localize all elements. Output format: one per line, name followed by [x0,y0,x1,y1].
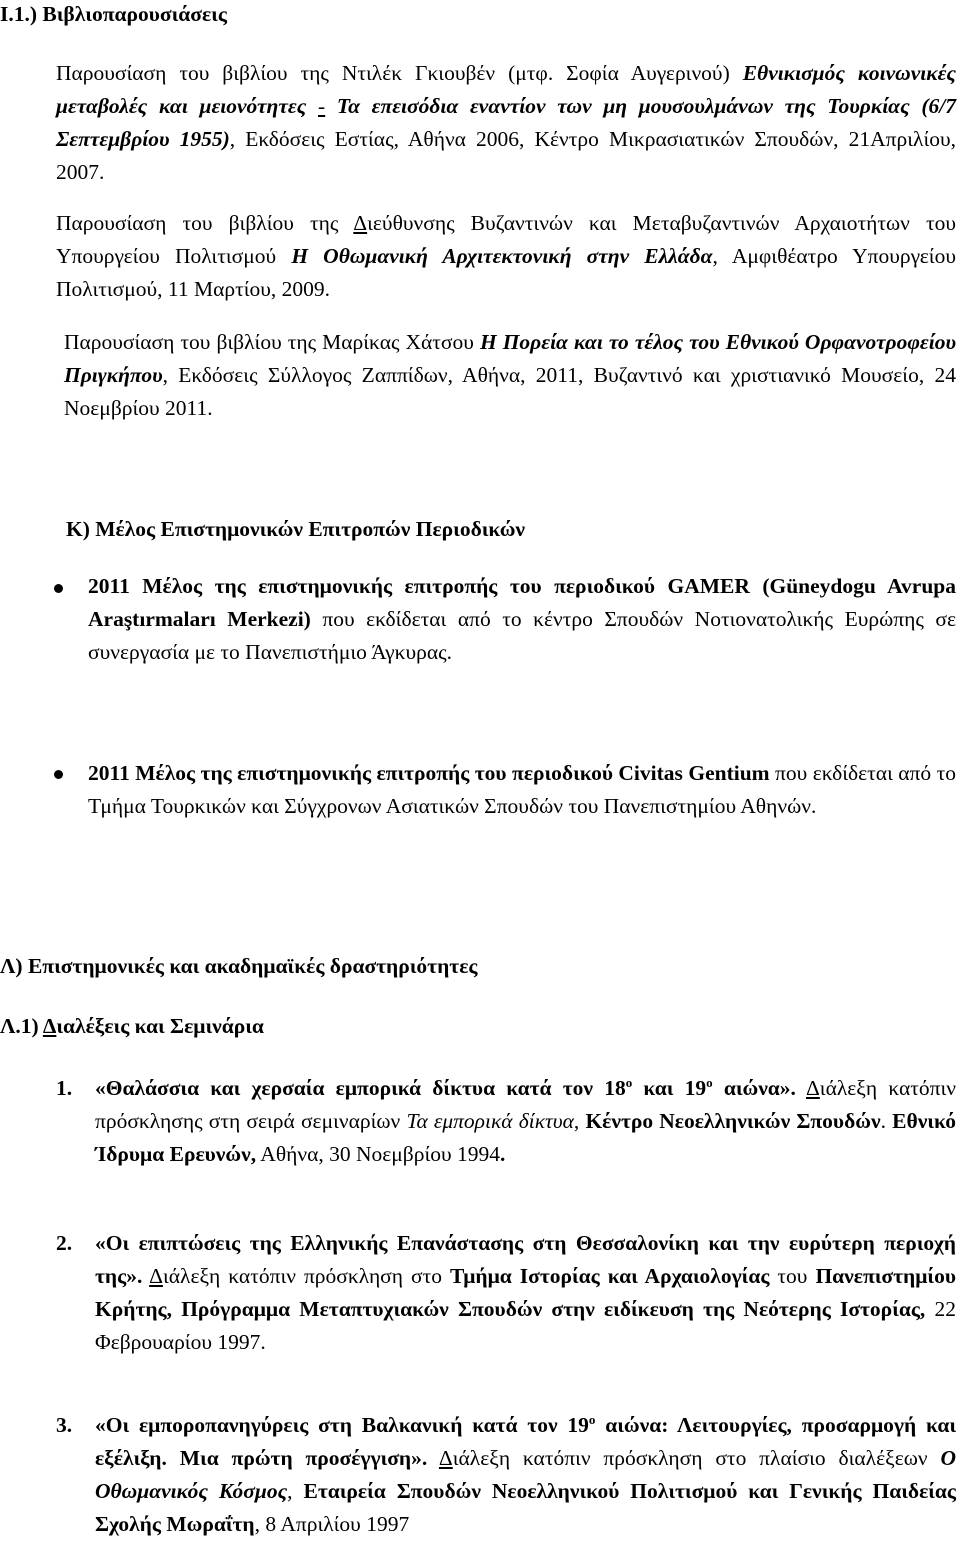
book-presentation-paragraph-2: Παρουσίαση του βιβλίου της Διεύθυνσης Βυζαντινών και Μεταβυζαντινών Αρχαιοτήτων του Υπουργείου Πολιτισμού Η Οθωμανική Αρχιτεκτονική στην Ελλάδα, Αμφιθέατρο Υπουργείου Πολιτισμού, 11 Μαρτίου, 2009. [56,211,956,301]
bullet-icon [54,584,63,593]
committee-item-gamer: 2011 Μέλος της επιστημονικής επιτροπής του περιοδικού GAMER (Güneydogu Avrupa Araştırmaları Merkezi) που εκδίδεται από το κέντρο Σπουδών Νοτιονατολικής Ευρώπης σε συνεργασία με το Πανεπιστήμιο Άγκυρας. [88,574,956,664]
book-presentation-paragraph-1: Παρουσίαση του βιβλίου της Ντιλέκ Γκιουβέν (μτφ. Σοφία Αυγερινού) Εθνικισμός κοινωνικές μεταβολές και μειονότητες - Τα επεισόδια εναντίον των μη μουσουλμάνων της Τουρκίας (6/7 Σεπτεμβρίου 1955), Εκδόσεις Εστίας, Αθήνα 2006, Κέντρο Μικρασιατικών Σπουδών, 21Απριλίου, 2007. [56,61,957,184]
lecture-item-3: «Οι εμποροπανηγύρεις στη Βαλκανική κατά τον $19^o$ αιώνα: Λειτουργίες, προσαρμογή και εξέλιξη. Μια πρώτη προσέγγιση». Διάλεξη κατόπιν πρόσκληση στο πλαίσιο διαλέξεων Ο Οθωμανικός Κόσμος, Εταιρεία Σπουδών Νεοελληνικού Πολιτισμού και Γενικής Παιδείας Σχολής Μωραΐτη, 8 Απριλίου 1997 [95,1411,956,1536]
committee-item-civitas-gentium: 2011 Μέλος της επιστημονικής επιτροπής του περιοδικού Civitas Gentium που εκδίδεται από το Τμήμα Τουρκικών και Σύγχρονων Ασιατικών Σπουδών του Πανεπιστημίου Αθηνών. [88,761,956,818]
section-heading-editorial-committees: Κ) Μέλος Επιστημονικών Επιτροπών Περιοδικών [66,517,526,541]
lecture-item-2: «Οι επιπτώσεις της Ελληνικής Επανάστασης στη Θεσσαλονίκη και την ευρύτερη περιοχή της». Διάλεξη κατόπιν πρόσκληση στο Τμήμα Ιστορίας και Αρχαιολογίας του Πανεπιστημίου Κρήτης, Πρόγραμμα Μεταπτυχιακών Σπουδών στην ειδίκευση της Νεότερης Ιστορίας, 22 Φεβρουαρίου 1997. [95,1231,957,1354]
section-heading-book-presentations: Ι.1.) Βιβλιοπαρουσιάσεις [0,2,227,26]
section-heading-scientific-activities: Λ) Επιστημονικές και ακαδημαϊκές δραστηριότητες [0,954,478,978]
lecture-item-1: «Θαλάσσια και χερσαία εμπορικά δίκτυα κατά τον $18^o$ και $19^o$ αιώνα». Διάλεξη κατόπιν πρόσκλησης στη σειρά σεμιναρίων Τα εμπορικά δίκτυα, Κέντρο Νεοελληνικών Σπουδών. Εθνικό Ίδρυμα Ερευνών, Αθήνα, 30 Νοεμβρίου 1994. [95,1074,957,1166]
lecture-number: 3. [56,1413,73,1437]
lecture-number: 2. [56,1231,73,1255]
lecture-number: 1. [56,1076,73,1100]
book-presentation-paragraph-3: Παρουσίαση του βιβλίου της Μαρίκας Χάτσου Η Πορεία και το τέλος του Εθνικού Ορφανοτροφείου Πριγκήπου, Εκδόσεις Σύλλογος Ζαππίδων, Αθήνα, 2011, Βυζαντινό και χριστιανικό Μουσείο, 24 Νοεμβρίου 2011. [64,330,957,420]
subheading-lectures-seminars: Λ.1) Διαλέξεις και Σεμινάρια [0,1014,264,1038]
bullet-icon [54,770,63,779]
